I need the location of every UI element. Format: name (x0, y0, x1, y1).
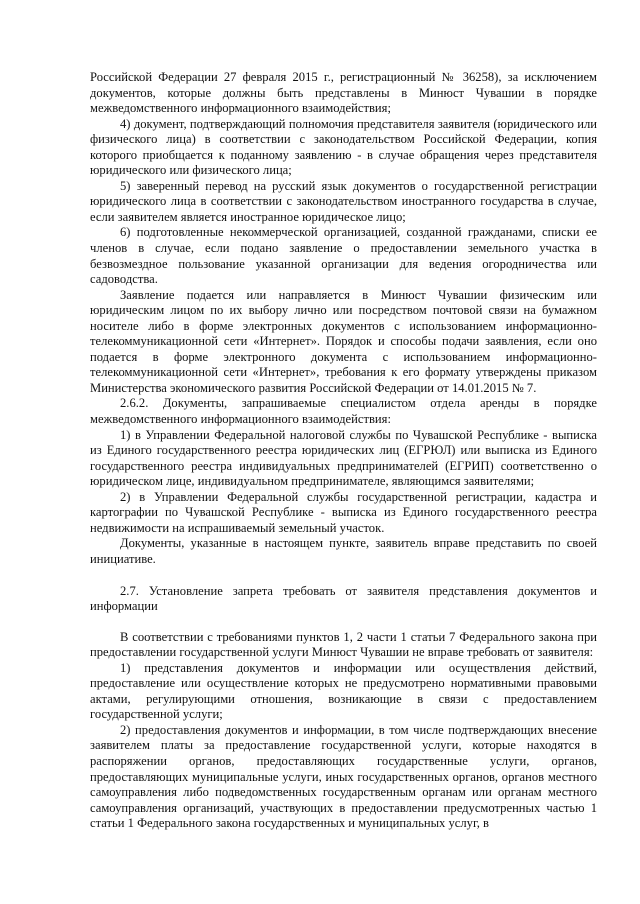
paragraph-continuation: Российской Федерации 27 февраля 2015 г., регистрационный № 36258), за исключением документов, которые должны быть представлены в Минюст Чувашии в порядке межведомственного информационного взаимодействия; (90, 70, 597, 116)
paragraph-application-submission: Заявление подается или направляется в Минюст Чувашии физическим или юридическим лицом по их выбору лично или посредством почтовой связи на бумажном носителе либо в форме электронных документов с использованием информационно-телекоммуникационной сети «Интернет». Порядок и способы подачи заявления, если оно подается в форме электронного документа с использованием информационно-телекоммуникационной сети «Интернет», требования к его формату утверждены приказом Министерства экономического развития Российской Федерации от 14.01.2015 № 7. (90, 287, 597, 395)
paragraph-prohibition-1: 1) представления документов и информации или осуществления действий, предоставление или осуществление которых не предусмотрено нормативными правовыми актами, регулирующими отношения, возникающие в связи с предоставлением государственной услуги; (90, 660, 597, 722)
paragraph-item-4: 4) документ, подтверждающий полномочия представителя заявителя (юридического или физического лица) в соответствии с законодательством Российской Федерации, копия которого приобщается к поданному заявлению - в случае обращения через представителя юридического или физического лица; (90, 116, 597, 178)
section-heading-2-7: 2.7. Установление запрета требовать от заявителя представления документов и информации (90, 583, 597, 614)
paragraph-prohibition-2: 2) предоставления документов и информации, в том числе подтверждающих внесение заявителем платы за предоставление государственной услуги, которые находятся в распоряжении органов, предоставляющих государственные услуги, органов, предоставляющих муниципальные услуги, иных государственных органов, органов местного самоуправления либо подведомственных государственным органам или органам местного самоуправления организаций, участвующих в предоставлении предусмотренных частью 1 статьи 1 Федерального закона государственных и муниципальных услуг, в (90, 722, 597, 831)
document-page (90, 70, 597, 832)
paragraph-registration-service: 2) в Управлении Федеральной службы государственной регистрации, кадастра и картографии по Чувашской Республике - выписка из Единого государственного реестра недвижимости на испрашиваемый земельный участок. (90, 489, 597, 535)
paragraph-tax-service: 1) в Управлении Федеральной налоговой службы по Чувашской Республике - выписка из Единого государственного реестра юридических лиц (ЕГРЮЛ) или выписка из Единого государственного реестра индивидуальных предпринимателей (ЕГРИП) соответственно о юридическом лице, индивидуальном предпринимателе, являющимся заявителями; (90, 427, 597, 489)
paragraph-requirements-intro: В соответствии с требованиями пунктов 1, 2 части 1 статьи 7 Федерального закона при предоставлении государственной услуги Минюст Чувашии не вправе требовать от заявителя: (90, 629, 597, 660)
paragraph-section-2-6-2: 2.6.2. Документы, запрашиваемые специалистом отдела аренды в порядке межведомственного информационного взаимодействия: (90, 396, 597, 427)
paragraph-item-5: 5) заверенный перевод на русский язык документов о государственной регистрации юридического лица в соответствии с законодательством иностранного государства в случае, если заявителем является иностранное юридическое лицо; (90, 178, 597, 224)
paragraph-item-6: 6) подготовленные некоммерческой организацией, созданной гражданами, списки ее членов в случае, если подано заявление о предоставлении земельного участка в безвозмездное пользование указанной организации для ведения огородничества или садоводства. (90, 225, 597, 287)
paragraph-own-initiative: Документы, указанные в настоящем пункте, заявитель вправе представить по своей инициативе. (90, 536, 597, 566)
